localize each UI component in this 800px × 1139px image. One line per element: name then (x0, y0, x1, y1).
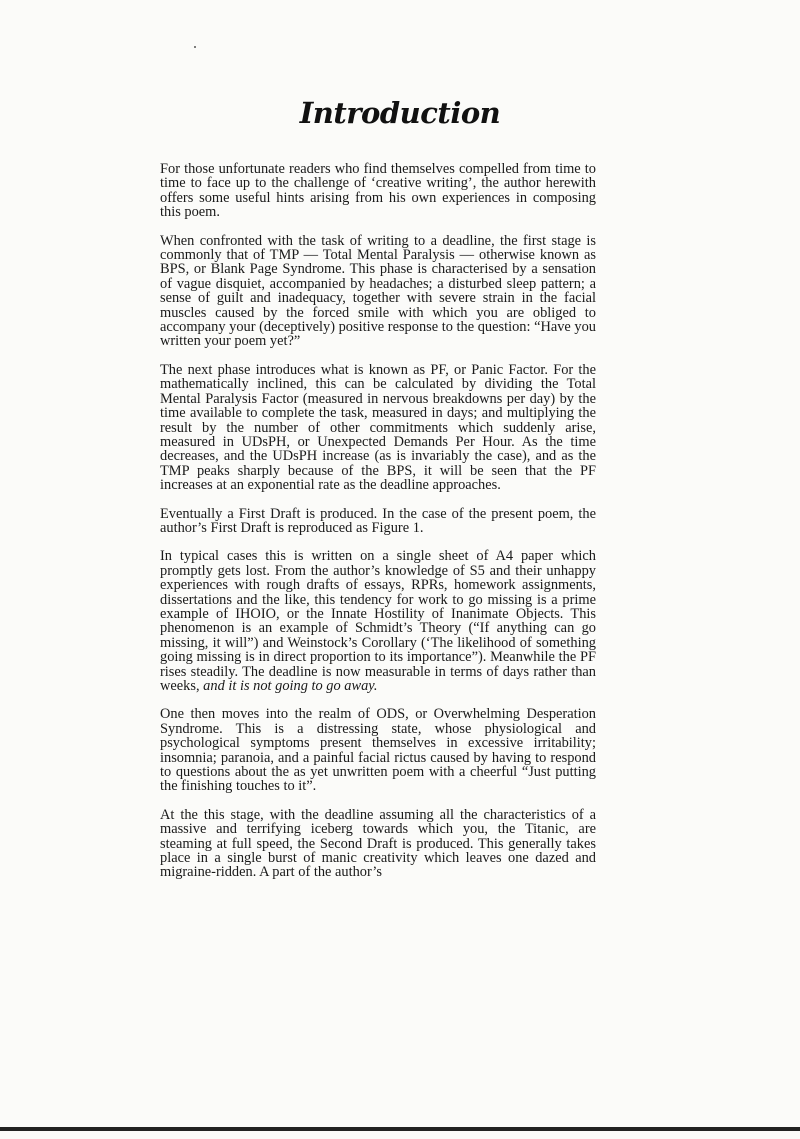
paragraph-5-emphasis: and it is not going to go away. (203, 678, 378, 694)
scan-speck (194, 46, 196, 48)
paragraph-5 (160, 549, 596, 693)
paragraph-5-text: In typical cases this is written on a single sheet of A4 paper which promptly gets lost. From the author’s knowledge of S5 and their unhappy experiences with rough drafts of essays, RPRs, homework assignments, dissertations and the like, this tendency for work to go missing is a prime example of IHOIO, or the Innate Hostility of Inanimate Objects. This phenomenon is an example of Schmidt’s Theory (“If anything can go missing, it will”) and Weinstock’s Corollary (‘The likelihood of something going missing is in direct proportion to its importance”). Meanwhile the PF rises steadily. The deadline is now measurable in terms of days rather than weeks, (160, 548, 596, 694)
paragraph-2: When confronted with the task of writing to a deadline, the first stage is commonly that of TMP — Total Mental Paralysis — otherwise known as BPS, or Blank Page Syndrome. This phase is characterised by a sensation of vague disquiet, accompanied by headaches; a disturbed sleep pattern; a sense of guilt and inadequacy, together with severe strain in the facial muscles caused by the forced smile with which you are obliged to accompany your (deceptively) positive response to the question: “Have you written your poem yet?” (160, 232, 596, 350)
paragraph-4: Eventually a First Draft is produced. In the case of the present poem, the author’s First Draft is reproduced as Figure 1. (160, 505, 596, 536)
paragraph-3: The next phase introduces what is known as PF, or Panic Factor. For the mathematically inclined, this can be calculated by dividing the Total Mental Paralysis Factor (measured in nervous breakdowns per day) by the time available to complete the task, measured in days; and multiplying the result by the number of other commitments which suddenly arise, measured in UDsPH, or Unexpected Demands Per Hour. As the time decreases, and the UDsPH increase (as is invariably the case), and as the TMP peaks sharply because of the BPS, it will be seen that the PF increases at an exponential rate as the deadline approaches. (160, 361, 596, 494)
paragraph-1: For those unfortunate readers who find themselves compelled from time to time to face up to the challenge of ‘creative writing’, the author herewith offers some useful hints arising from his own experiences in composing this poem. (160, 161, 596, 221)
bottom-edge-rule (0, 1127, 800, 1131)
page-title: Introduction (299, 96, 501, 130)
paragraph-7: At the this stage, with the deadline assuming all the characteristics of a massive and terrifying iceberg towards which you, the Titanic, are steaming at full speed, the Second Draft is produced. This generally takes place in a single burst of manic creativity which leaves one dazed and migraine-ridden. A part of the author’s (160, 806, 596, 881)
paragraph-6: One then moves into the realm of ODS, or Overwhelming Desperation Syndrome. This is a distressing state, whose physiological and psychological symptoms present themselves in excessive irritability; insomnia; paranoia, and a painful facial rictus caused by having to respond to questions about the as yet unwritten poem with a cheerful “Just putting the finishing touches to it”. (160, 706, 596, 795)
body-text (160, 162, 596, 894)
